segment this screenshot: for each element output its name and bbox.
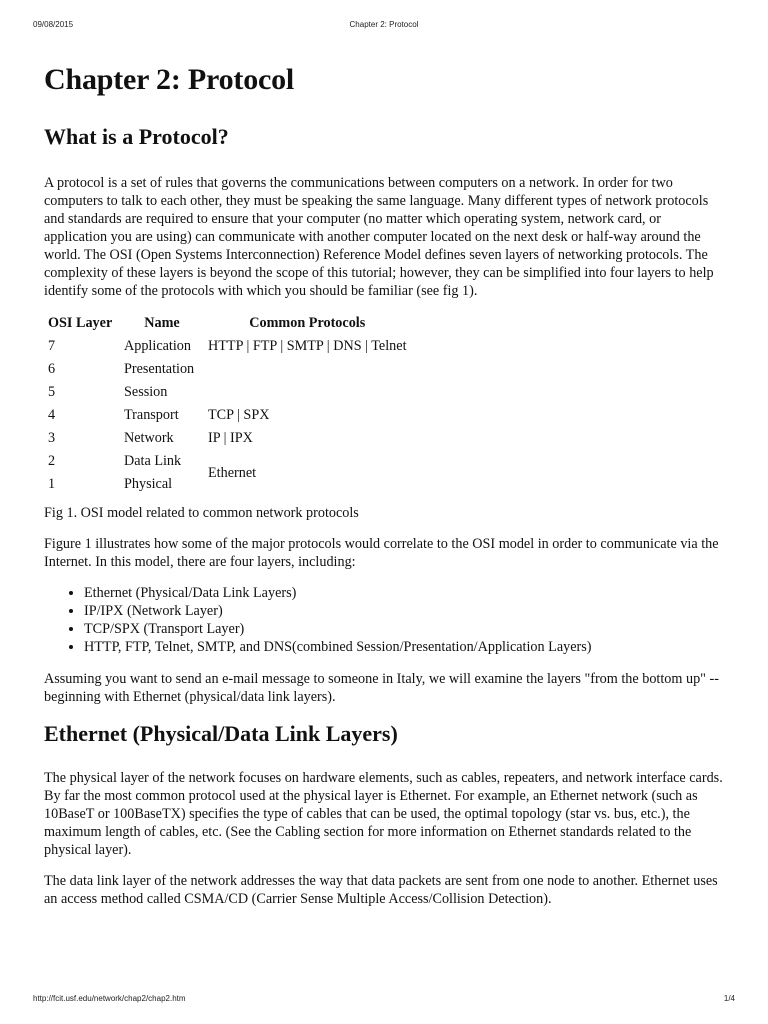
table-row — [44, 358, 411, 381]
table-row — [44, 335, 411, 358]
datalink-layer-paragraph: The data link layer of the network addresses the way that data packets are sent from one node to another. Ethernet uses an access method called CSMA/CD (Carrier Sense Multiple Access/Collision Detection). — [44, 873, 718, 907]
figure-caption: Fig 1. OSI model related to common network protocols — [44, 505, 359, 521]
article — [44, 58, 724, 921]
cell-name: Data Link — [124, 453, 182, 469]
cell-name: Physical — [124, 476, 173, 492]
list-item: • HTTP, FTP, Telnet, SMTP, and DNS(combined Session/Presentation/Application Layers) — [84, 638, 724, 656]
cell-layer: 3 — [48, 430, 56, 446]
cell-protocols — [204, 381, 411, 404]
print-footer — [0, 994, 768, 1006]
section-heading-protocol: What is a Protocol? — [44, 124, 229, 149]
table-row — [44, 404, 411, 427]
cell-protocols: HTTP | FTP | SMTP | DNS | Telnet — [208, 338, 407, 354]
table-row — [44, 381, 411, 404]
figure-paragraph: Figure 1 illustrates how some of the major protocols would correlate to the OSI model in order to communicate via the Internet. In this model, there are four layers, including: — [44, 536, 719, 570]
email-paragraph: Assuming you want to send an e-mail message to someone in Italy, we will examine the layers "from the bottom up" -- beginning with Ethernet (physical/data link layers). — [44, 671, 719, 705]
print-header — [0, 20, 768, 32]
table-row — [44, 427, 411, 450]
intro-paragraph: A protocol is a set of rules that governs the communications between computers on a network. In order for two computers to talk to each other, they must be speaking the same language. Many different types of network protocols and standards are required to ensure that your computer (no matter which operating system, network card, or application you are using) can communicate with another computer located on the next desk or half-way around the world. The OSI (Open Systems Interconnection) Reference Model defines seven layers of networking protocols. The complexity of these layers is beyond the scope of this tutorial; however, they can be simplified into four layers to help identify some of the protocols with which you should be familiar (see fig 1). — [44, 175, 714, 299]
cell-layer: 2 — [48, 453, 56, 469]
cell-layer: 7 — [48, 338, 56, 354]
cell-layer: 1 — [48, 476, 56, 492]
cell-name: Network — [124, 430, 174, 446]
col-header-protocols: Common Protocols — [249, 315, 366, 331]
page-number: 1/4 — [723, 994, 735, 1003]
osi-table — [44, 313, 411, 496]
cell-layer: 5 — [48, 384, 56, 400]
section-heading-ethernet: Ethernet (Physical/Data Link Layers) — [44, 721, 398, 746]
list-item: • Ethernet (Physical/Data Link Layers) — [84, 584, 724, 602]
osi-table-header-row — [44, 313, 411, 335]
cell-layer: 6 — [48, 361, 56, 377]
cell-name: Presentation — [124, 361, 195, 377]
cell-name: Transport — [124, 407, 179, 423]
cell-protocols: IP | IPX — [208, 430, 253, 446]
print-date: 09/08/2015 — [33, 20, 74, 29]
cell-protocols: TCP | SPX — [208, 407, 270, 423]
cell-name: Application — [124, 338, 191, 354]
list-item: • IP/IPX (Network Layer) — [84, 602, 724, 620]
cell-layer: 4 — [48, 407, 56, 423]
col-header-osi-layer: OSI Layer — [48, 315, 113, 331]
print-title: Chapter 2: Protocol — [349, 20, 419, 29]
physical-layer-paragraph: The physical layer of the network focuses on hardware elements, such as cables, repeaters, and network interface cards. By far the most common protocol used at the physical layer is Ethernet. For example, an Ethernet network (such as 10BaseT or 100BaseTX) specifies the type of cables that can be used, the optimal topology (star vs. bus, etc.), the maximum length of cables, etc. (See the Cabling section for more information on Ethernet standards related to the physical layer). — [44, 770, 723, 858]
col-header-name: Name — [144, 315, 180, 331]
page-url: http://fcit.usf.edu/network/chap2/chap2.htm — [33, 994, 186, 1003]
table-row — [44, 450, 411, 473]
page-title: Chapter 2: Protocol — [44, 63, 295, 96]
list-item: • TCP/SPX (Transport Layer) — [84, 620, 724, 638]
cell-protocols-merged: Ethernet — [208, 464, 257, 481]
cell-protocols — [204, 358, 411, 381]
layer-list — [44, 584, 724, 656]
cell-name: Session — [124, 384, 168, 400]
